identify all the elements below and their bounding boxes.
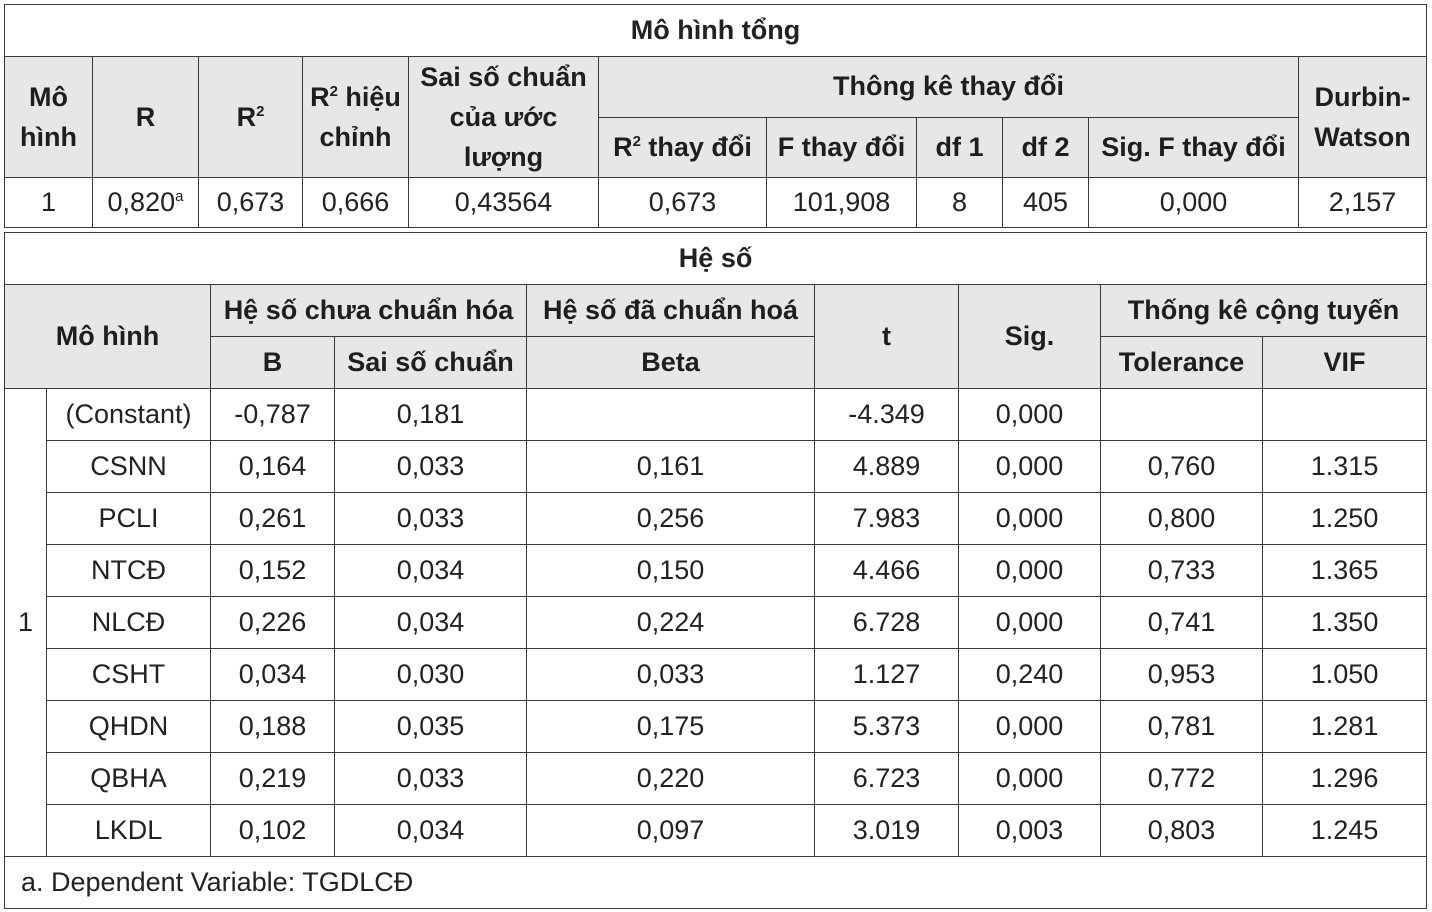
footnote: a. Dependent Variable: TGDLCĐ	[5, 857, 1427, 909]
header-r-square-base: R	[236, 101, 257, 132]
cell-std-error-estimate: 0,43564	[409, 178, 599, 228]
header-adj-r-base: R	[310, 82, 330, 112]
table-row	[5, 441, 1427, 493]
coefficients-table	[4, 232, 1427, 909]
header-df2: df 2	[1003, 117, 1089, 178]
cell-tolerance: 0,772	[1101, 753, 1263, 805]
header-sig: Sig.	[959, 285, 1101, 389]
header-model: Mô hình	[5, 57, 93, 178]
cell-variable: CSNN	[47, 441, 211, 493]
header-std-error-estimate: Sai số chuẩn của ước lượng	[409, 57, 599, 178]
header-standardized: Hệ số đã chuẩn hoá	[527, 285, 815, 337]
cell-sig: 0,000	[959, 441, 1101, 493]
cell-b: 0,219	[211, 753, 335, 805]
header-adjusted-r-square	[303, 57, 409, 178]
header-r-square	[199, 57, 303, 178]
cell-tolerance	[1101, 389, 1263, 441]
header-std-error: Sai số chuẩn	[335, 337, 527, 389]
cell-sig: 0,000	[959, 701, 1101, 753]
cell-df2: 405	[1003, 178, 1089, 228]
header-vif: VIF	[1263, 337, 1427, 389]
cell-sig: 0,000	[959, 597, 1101, 649]
cell-b: 0,261	[211, 493, 335, 545]
cell-std-error: 0,033	[335, 753, 527, 805]
cell-tolerance: 0,800	[1101, 493, 1263, 545]
cell-beta: 0,150	[527, 545, 815, 597]
header-adj-r-sup: 2	[329, 83, 338, 100]
cell-r-square: 0,673	[199, 178, 303, 228]
model-summary-table	[4, 4, 1427, 228]
table-row	[5, 701, 1427, 753]
cell-std-error: 0,181	[335, 389, 527, 441]
cell-t: 7.983	[815, 493, 959, 545]
cell-t: 6.728	[815, 597, 959, 649]
cell-sig-f-change: 0,000	[1089, 178, 1299, 228]
cell-t: 1.127	[815, 649, 959, 701]
cell-beta: 0,175	[527, 701, 815, 753]
cell-b: 0,226	[211, 597, 335, 649]
cell-vif: 1.250	[1263, 493, 1427, 545]
cell-df1: 8	[917, 178, 1003, 228]
header-b: B	[211, 337, 335, 389]
cell-beta: 0,224	[527, 597, 815, 649]
cell-vif: 1.296	[1263, 753, 1427, 805]
cell-std-error: 0,034	[335, 805, 527, 857]
table-row	[5, 753, 1427, 805]
cell-f-change: 101,908	[767, 178, 917, 228]
cell-tolerance: 0,760	[1101, 441, 1263, 493]
cell-sig: 0,000	[959, 753, 1101, 805]
cell-vif: 1.050	[1263, 649, 1427, 701]
cell-durbin-watson: 2,157	[1299, 178, 1427, 228]
cell-variable: CSHT	[47, 649, 211, 701]
table-row	[5, 493, 1427, 545]
cell-beta: 0,161	[527, 441, 815, 493]
cell-beta: 0,097	[527, 805, 815, 857]
cell-std-error: 0,030	[335, 649, 527, 701]
cell-vif	[1263, 389, 1427, 441]
cell-beta: 0,220	[527, 753, 815, 805]
cell-tolerance: 0,953	[1101, 649, 1263, 701]
cell-std-error: 0,033	[335, 493, 527, 545]
cell-std-error: 0,035	[335, 701, 527, 753]
cell-t: 3.019	[815, 805, 959, 857]
cell-model-number: 1	[5, 389, 47, 857]
cell-vif: 1.315	[1263, 441, 1427, 493]
cell-vif: 1.365	[1263, 545, 1427, 597]
cell-model: 1	[5, 178, 93, 228]
cell-b: 0,034	[211, 649, 335, 701]
header-r: R	[93, 57, 199, 178]
cell-r-value: 0,820	[107, 187, 176, 217]
header-df1: df 1	[917, 117, 1003, 178]
cell-beta: 0,256	[527, 493, 815, 545]
table-row	[5, 178, 1427, 228]
table-row	[5, 545, 1427, 597]
header-r2-change-sup: 2	[632, 132, 641, 150]
cell-b: 0,152	[211, 545, 335, 597]
cell-std-error: 0,034	[335, 597, 527, 649]
header-beta: Beta	[527, 337, 815, 389]
cell-vif: 1.245	[1263, 805, 1427, 857]
cell-t: 6.723	[815, 753, 959, 805]
header-unstandardized: Hệ số chưa chuẩn hóa	[211, 285, 527, 337]
header-adj-r-tail: hiệu chỉnh	[319, 82, 401, 152]
header-r2-change-tail: thay đổi	[640, 131, 752, 162]
cell-b: -0,787	[211, 389, 335, 441]
header-sig-f-change: Sig. F thay đổi	[1089, 117, 1299, 178]
cell-b: 0,188	[211, 701, 335, 753]
header-collinearity: Thống kê cộng tuyến	[1101, 285, 1427, 337]
cell-variable: NLCĐ	[47, 597, 211, 649]
table-row	[5, 805, 1427, 857]
table-row	[5, 649, 1427, 701]
cell-sig: 0,000	[959, 545, 1101, 597]
header-r-square-sup: 2	[256, 102, 265, 120]
table-row	[5, 597, 1427, 649]
cell-vif: 1.350	[1263, 597, 1427, 649]
header-durbin-watson: Durbin-Watson	[1299, 57, 1427, 178]
cell-vif: 1.281	[1263, 701, 1427, 753]
cell-tolerance: 0,733	[1101, 545, 1263, 597]
cell-beta: 0,033	[527, 649, 815, 701]
cell-variable: NTCĐ	[47, 545, 211, 597]
header-t: t	[815, 285, 959, 389]
table-row	[5, 389, 1427, 441]
cell-r-square-change: 0,673	[599, 178, 767, 228]
cell-variable: (Constant)	[47, 389, 211, 441]
cell-t: 4.889	[815, 441, 959, 493]
cell-sig: 0,000	[959, 389, 1101, 441]
model-summary-title: Mô hình tổng	[5, 5, 1427, 57]
cell-std-error: 0,033	[335, 441, 527, 493]
cell-r	[93, 178, 199, 228]
header-r-square-change	[599, 117, 767, 178]
cell-sig: 0,240	[959, 649, 1101, 701]
header-model: Mô hình	[5, 285, 211, 389]
cell-tolerance: 0,803	[1101, 805, 1263, 857]
cell-variable: LKDL	[47, 805, 211, 857]
header-r2-change-base: R	[613, 131, 633, 162]
cell-sig: 0,000	[959, 493, 1101, 545]
cell-t: -4.349	[815, 389, 959, 441]
cell-t: 5.373	[815, 701, 959, 753]
header-change-statistics: Thông kê thay đổi	[599, 57, 1299, 118]
cell-b: 0,164	[211, 441, 335, 493]
cell-variable: PCLI	[47, 493, 211, 545]
cell-tolerance: 0,741	[1101, 597, 1263, 649]
cell-adjusted-r-square: 0,666	[303, 178, 409, 228]
header-f-change: F thay đổi	[767, 117, 917, 178]
cell-variable: QBHA	[47, 753, 211, 805]
cell-variable: QHDN	[47, 701, 211, 753]
cell-std-error: 0,034	[335, 545, 527, 597]
cell-beta	[527, 389, 815, 441]
cell-b: 0,102	[211, 805, 335, 857]
header-tolerance: Tolerance	[1101, 337, 1263, 389]
cell-tolerance: 0,781	[1101, 701, 1263, 753]
cell-t: 4.466	[815, 545, 959, 597]
cell-r-footnote-marker: a	[175, 188, 184, 205]
cell-sig: 0,003	[959, 805, 1101, 857]
coefficients-title: Hệ số	[5, 233, 1427, 285]
